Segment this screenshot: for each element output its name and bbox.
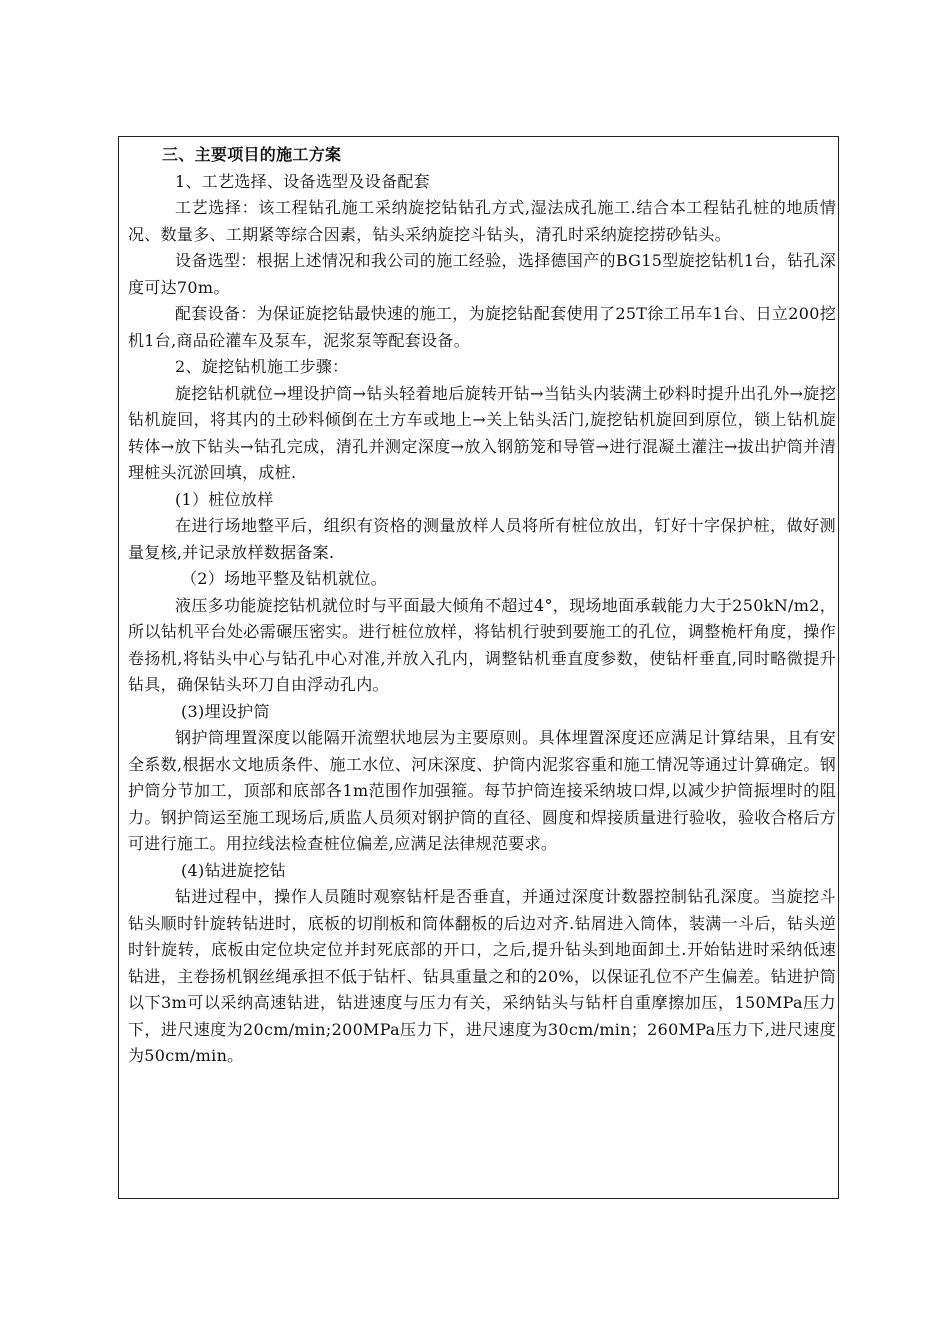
paragraph-process-selection: 工艺选择：该工程钻孔施工采纳旋挖钻钻孔方式,湿法成孔施工.结合本工程钻孔桩的地质情况、数量多、工期紧等综合因素，钻头采纳旋挖斗钻头，清孔时采纳旋挖捞砂钻头。 [128, 198, 836, 244]
paragraph-construction-steps: 旋挖钻机就位→埋设护筒→钻头轻着地后旋转开钻→当钻头内装满土砂料时提升出孔外→旋挖钻机旋回，将其内的土砂料倾倒在土方车或地上→关上钻头活门,旋挖钻机旋回到原位，锁上钻机旋转体→放下钻头→钻孔完成，清孔并测定深度→放入钢筋笼和导管→进行混凝土灌注→拔出护筒并清理桩头沉淤回填，成桩. [128, 383, 836, 482]
item-title-casing-embedding: (3)埋设护筒 [181, 701, 270, 721]
paragraph-rotary-drilling: 钻进过程中，操作人员随时观察钻杆是否垂直，并通过深度计数器控制钻孔深度。当旋挖斗钻头顺时针旋转钻进时，底板的切削板和筒体翻板的后边对齐.钻屑进入筒体，装满一斗后，钻头逆时针旋转，底板由定位块定位并封死底部的开口，之后,提升钻头到地面卸土.开始钻进时采纳低速钻进，主卷扬机钢丝绳承担不低于钻杆、钻具重量之和的20%，以保证孔位不产生偏差。钻进护筒以下3m可以采纳高速钻进，钻进速度与压力有关，采纳钻头与钻杆自重摩擦加压，150MPa压力下，进尺速度为20cm/min;200MPa压力下，进尺速度为30cm/min；260MPa压力下,进尺速度为50cm/min。 [128, 887, 836, 1065]
subsection-title-2: 2、旋挖钻机施工步骤： [175, 357, 349, 376]
paragraph-equipment-selection: 设备选型：根据上述情况和我公司的施工经验，选择德国产的BG15型旋挖钻机1台，钻孔深度可达70m。 [128, 251, 836, 297]
paragraph-pile-positioning: 在进行场地整平后，组织有资格的测量放样人员将所有桩位放出，钉好十字保护桩，做好测量复核,并记录放样数据备案. [128, 516, 836, 562]
item-title-pile-positioning: (1）桩位放样 [175, 489, 274, 509]
section-title: 三、主要项目的施工方案 [162, 145, 342, 164]
paragraph-site-leveling: 液压多功能旋挖钻机就位时与平面最大倾角不超过4°，现场地面承载能力大于250kN/m2，所以钻机平台处必需碾压密实。进行桩位放样，将钻机行驶到要施工的孔位，调整桅杆角度，操作卷扬机,将钻头中心与钻孔中心对准,并放入孔内，调整钻机垂直度参数，使钻杆垂直,同时略微提升钻具，确保钻头环刀自由浮动孔内。 [128, 595, 836, 694]
paragraph-casing-embedding: 钢护筒埋置深度以能隔开流塑状地层为主要原则。具体埋置深度还应满足计算结果，且有安全系数,根据水文地质条件、施工水位、河床深度、护筒内泥浆容重和施工情况等通过计算确定。钢护筒分节加工，顶部和底部各1m范围作加强箍。每节护筒连接采纳坡口焊,以减少护筒振埋时的阻力。钢护筒运至施工现场后,质监人员须对钢护筒的直径、圆度和焊接质量进行验收，验收合格后方可进行施工。用拉线法检查桩位偏差,应满足法律规范要求。 [128, 728, 836, 853]
subsection-title-1: 1、工艺选择、设备选型及设备配套 [175, 171, 430, 191]
paragraph-support-equipment: 配套设备：为保证旋挖钻最快速的施工，为旋挖钻配套使用了25T徐工吊车1台、日立200挖机1台,商品砼灌车及泵车，泥浆泵等配套设备。 [128, 304, 836, 350]
item-title-site-leveling: （2）场地平整及钻机就位。 [181, 569, 388, 588]
item-title-rotary-drilling: (4)钻进旋挖钻 [181, 860, 287, 880]
document-body [128, 142, 836, 1070]
